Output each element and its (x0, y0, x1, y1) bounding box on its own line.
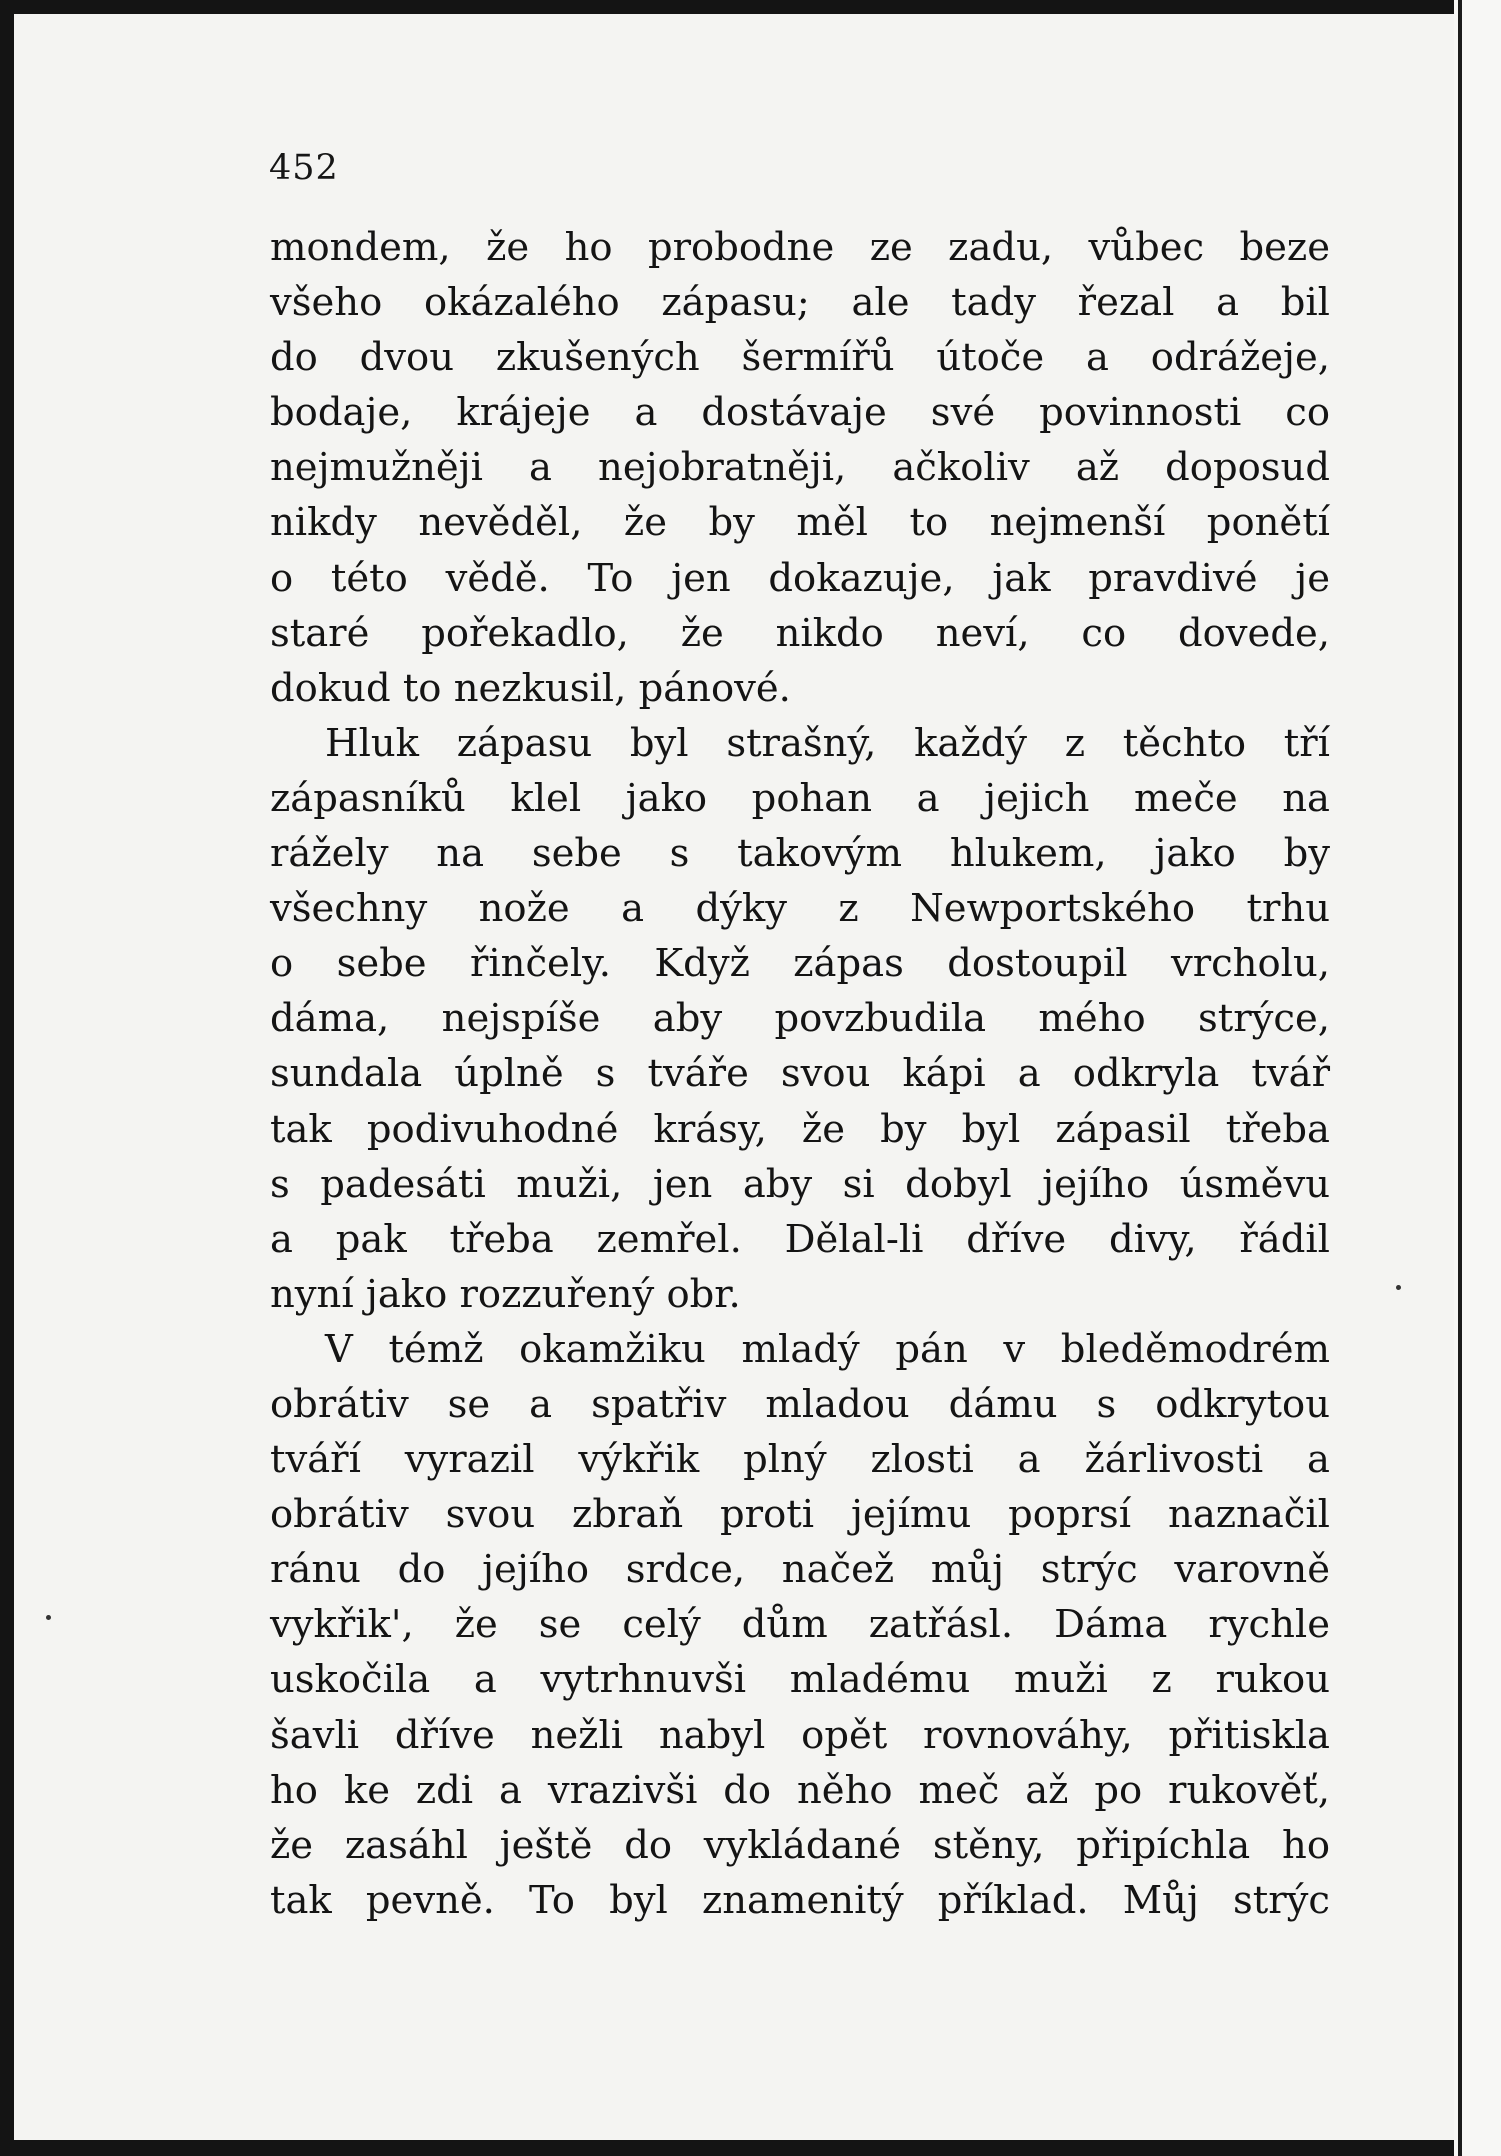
text-line: ho ke zdi a vrazivši do něho meč až po rukověť, (270, 1767, 1330, 1813)
text-line: Hluk zápasu byl strašný, každý z těchto tří (325, 720, 1330, 766)
text-line: všechny nože a dýky z Newportského trhu (270, 886, 1330, 932)
text-line: obrátiv se a spatřiv mladou dámu s odkrytou (270, 1381, 1330, 1427)
text-line: všeho okázalého zápasu; ale tady řezal a bil (270, 280, 1330, 326)
text-line: sundala úplně s tváře svou kápi a odkryla tvář (270, 1051, 1330, 1097)
body-text (270, 220, 1330, 1928)
text-line: bodaje, krájeje a dostávaje své povinnosti co (270, 390, 1330, 436)
text-line: s padesáti muži, jen aby si dobyl jejího úsměvu (270, 1161, 1330, 1207)
text-line: a pak třeba zemřel. Dělal-li dříve divy, řádil (270, 1216, 1330, 1262)
scan-speck (46, 1615, 51, 1620)
text-line: zápasníků klel jako pohan a jejich meče na (270, 775, 1330, 821)
text-line: tváří vyrazil výkřik plný zlosti a žárlivosti a (270, 1437, 1330, 1483)
text-line: tak pevně. To byl znamenitý příklad. Můj strýc (270, 1877, 1330, 1923)
text-line: vykřik', že se celý dům zatřásl. Dáma rychle (270, 1602, 1330, 1648)
text-line: nikdy nevěděl, že by měl to nejmenší ponětí (270, 500, 1330, 546)
book-page (14, 14, 1454, 2140)
text-line: ránu do jejího srdce, načež můj strýc varovně (270, 1547, 1330, 1593)
text-line: šavli dříve nežli nabyl opět rovnováhy, přitiskla (270, 1712, 1330, 1758)
paragraph-end-line: nyní jako rozzuřený obr. (270, 1271, 741, 1317)
text-line: V témž okamžiku mladý pán v bleděmodrém (325, 1326, 1330, 1372)
text-line: tak podivuhodné krásy, že by byl zápasil třeba (270, 1106, 1330, 1152)
text-line: uskočila a vytrhnuvši mladému muži z rukou (270, 1657, 1330, 1703)
text-line: nejmužněji a nejobratněji, ačkoliv až doposud (270, 445, 1330, 491)
text-line: dáma, nejspíše aby povzbudila mého strýce, (270, 996, 1330, 1042)
text-line: mondem, že ho probodne ze zadu, vůbec beze (270, 225, 1330, 270)
paragraph-end-line: dokud to nezkusil, pánové. (270, 665, 791, 711)
text-line: rážely na sebe s takovým hlukem, jako by (270, 831, 1330, 877)
text-line: o sebe řinčely. Když zápas dostoupil vrcholu, (270, 941, 1330, 987)
text-line: do dvou zkušených šermířů útoče a odrážeje, (270, 335, 1330, 381)
scan-speck (1396, 1285, 1401, 1290)
page-number: 452 (269, 148, 339, 188)
text-line: o této vědě. To jen dokazuje, jak pravdivé je (270, 555, 1330, 601)
text-line: staré pořekadlo, že nikdo neví, co dovede, (270, 610, 1330, 656)
page-edge-strip (1454, 0, 1501, 2156)
text-line: obrátiv svou zbraň proti jejímu poprsí naznačil (270, 1492, 1330, 1538)
text-line: že zasáhl ještě do vykládané stěny, připíchla ho (270, 1822, 1330, 1868)
